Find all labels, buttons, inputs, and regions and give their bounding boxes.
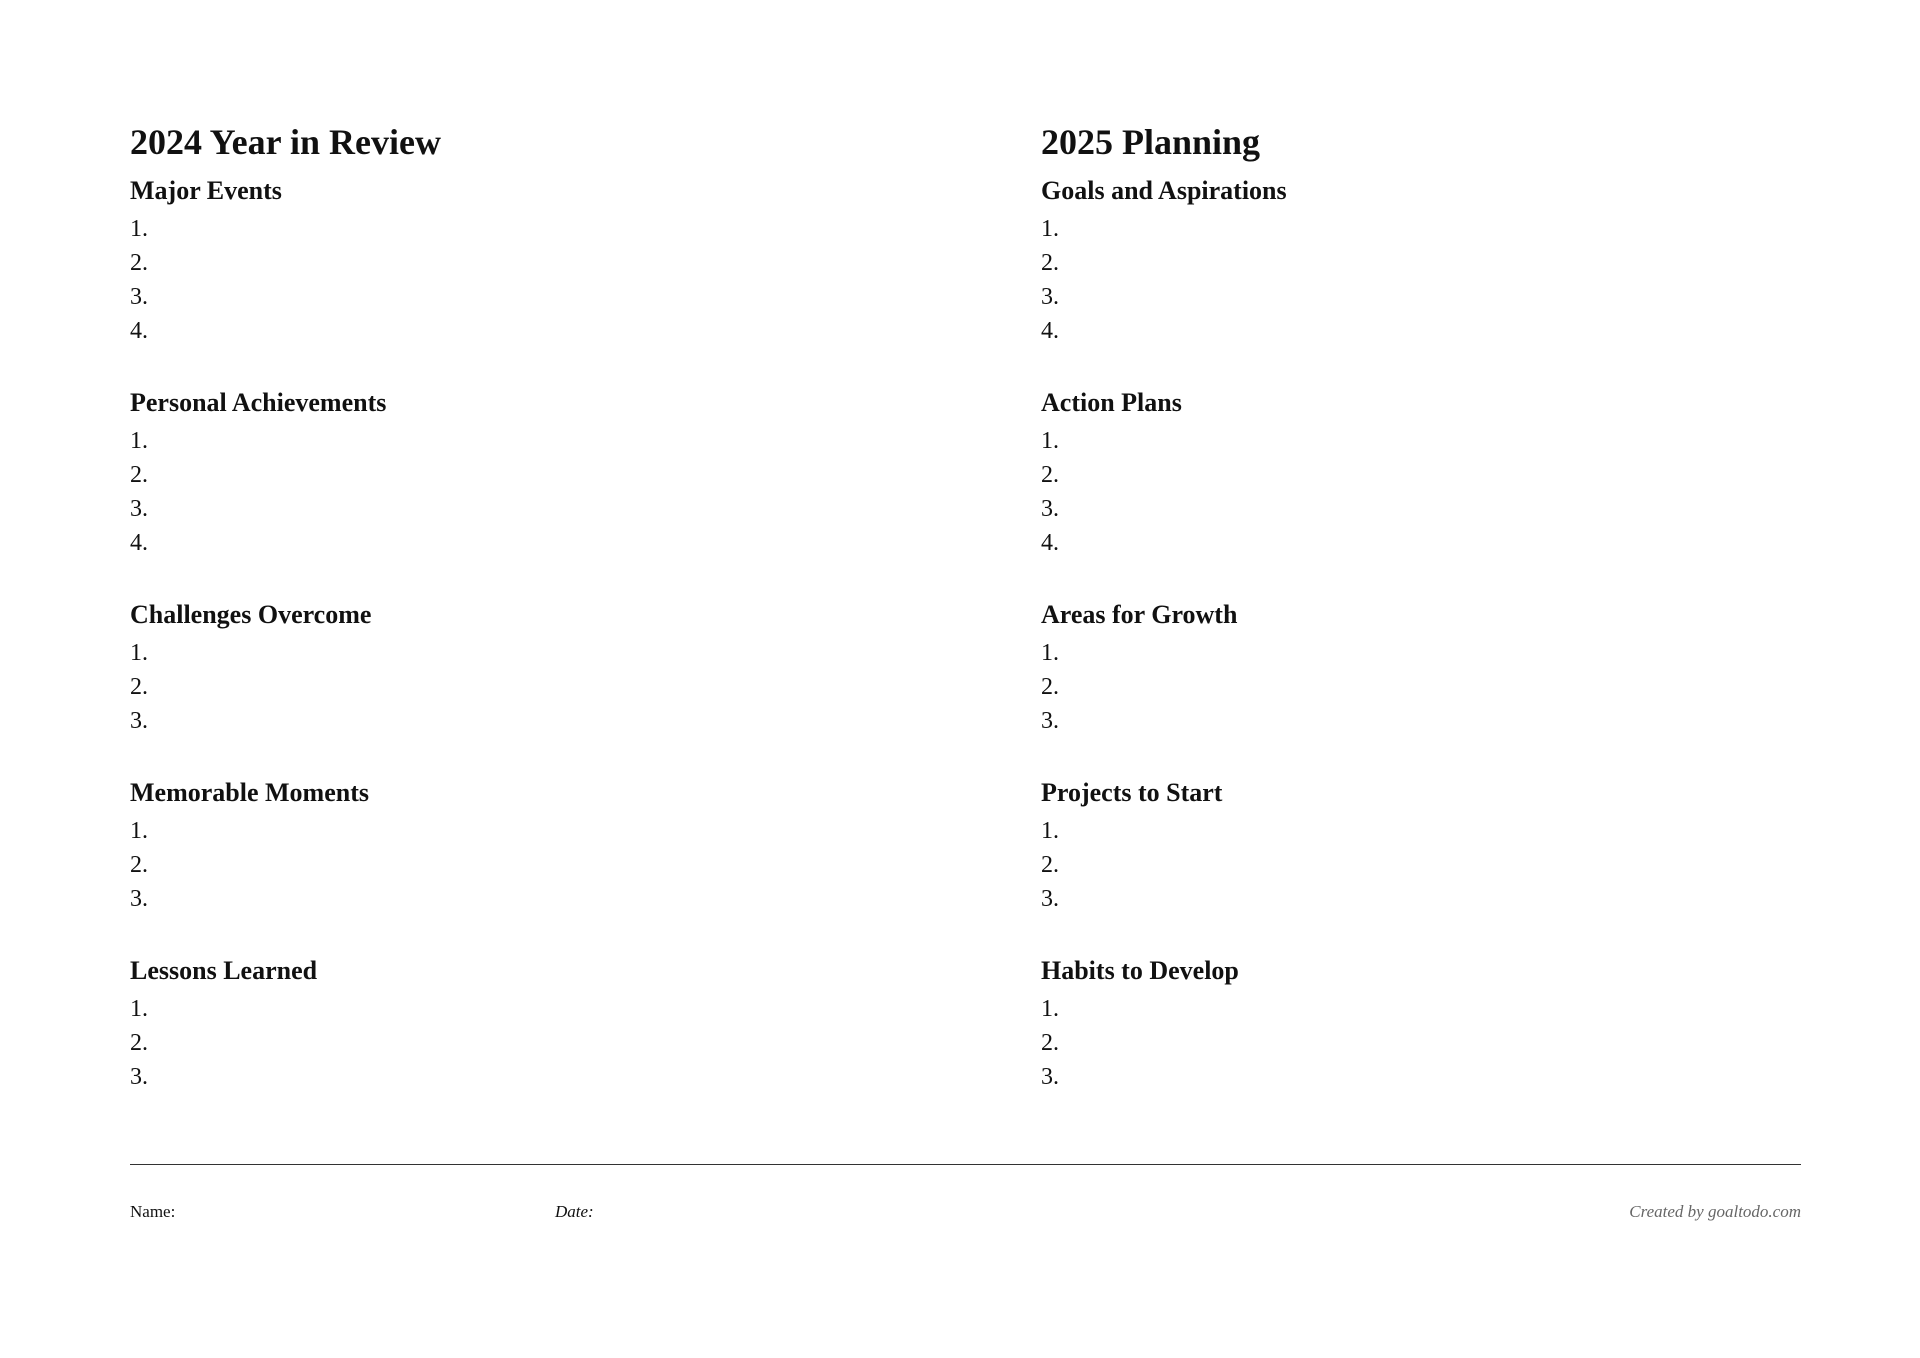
- section-title: Goals and Aspirations: [1041, 176, 1287, 205]
- section: [130, 174, 890, 348]
- list-item: 1.: [130, 996, 148, 1022]
- footer-divider: [130, 1164, 1801, 1165]
- review-column: [130, 118, 890, 1094]
- list-item: 1.: [1041, 818, 1059, 844]
- list-item: 3.: [130, 708, 148, 734]
- numbered-list: [130, 992, 890, 1094]
- list-item: 1.: [130, 216, 148, 242]
- list-item: 1.: [130, 818, 148, 844]
- list-item: 1.: [1041, 216, 1059, 242]
- list-item: 2.: [130, 1030, 148, 1056]
- list-item: 2.: [1041, 674, 1059, 700]
- list-item: 1.: [1041, 640, 1059, 666]
- section-title: Habits to Develop: [1041, 956, 1239, 985]
- credit-text: Created by goaltodo.com: [1629, 1202, 1801, 1221]
- list-item: 4.: [130, 530, 148, 556]
- list-item: 3.: [1041, 1064, 1059, 1090]
- numbered-list: [130, 424, 890, 560]
- numbered-list: [130, 814, 890, 916]
- list-item: 3.: [130, 496, 148, 522]
- numbered-list: [1041, 212, 1801, 348]
- numbered-list: [130, 212, 890, 348]
- list-item: 2.: [130, 462, 148, 488]
- numbered-list: [1041, 636, 1801, 738]
- name-label: Name:: [130, 1202, 176, 1221]
- list-item: 2.: [130, 250, 148, 276]
- review-title: 2024 Year in Review: [130, 122, 441, 162]
- section: [130, 954, 890, 1094]
- columns: [130, 118, 1801, 1094]
- list-item: 3.: [130, 886, 148, 912]
- list-item: 1.: [1041, 428, 1059, 454]
- numbered-list: [130, 636, 890, 738]
- list-item: 3.: [1041, 496, 1059, 522]
- list-item: 3.: [1041, 284, 1059, 310]
- section-title: Projects to Start: [1041, 778, 1223, 807]
- section-title: Major Events: [130, 176, 282, 205]
- review-sections: [130, 174, 890, 1094]
- list-item: 1.: [130, 428, 148, 454]
- section-title: Lessons Learned: [130, 956, 318, 985]
- section: [1041, 954, 1801, 1094]
- list-item: 2.: [1041, 852, 1059, 878]
- list-item: 4.: [1041, 530, 1059, 556]
- list-item: 3.: [1041, 708, 1059, 734]
- list-item: 3.: [130, 1064, 148, 1090]
- section: [1041, 386, 1801, 560]
- section: [1041, 776, 1801, 916]
- footer: [130, 1202, 1801, 1230]
- list-item: 2.: [130, 852, 148, 878]
- list-item: 1.: [1041, 996, 1059, 1022]
- date-label: Date:: [555, 1202, 594, 1221]
- section: [130, 386, 890, 560]
- section-title: Personal Achievements: [130, 388, 387, 417]
- planning-title: 2025 Planning: [1041, 122, 1261, 162]
- section: [130, 776, 890, 916]
- section: [130, 598, 890, 738]
- list-item: 3.: [1041, 886, 1059, 912]
- section-title: Challenges Overcome: [130, 600, 372, 629]
- planning-column: [1041, 118, 1801, 1094]
- numbered-list: [1041, 814, 1801, 916]
- section-title: Areas for Growth: [1041, 600, 1238, 629]
- list-item: 3.: [130, 284, 148, 310]
- section: [1041, 174, 1801, 348]
- list-item: 2.: [130, 674, 148, 700]
- numbered-list: [1041, 424, 1801, 560]
- section: [1041, 598, 1801, 738]
- list-item: 2.: [1041, 250, 1059, 276]
- section-title: Memorable Moments: [130, 778, 369, 807]
- list-item: 2.: [1041, 1030, 1059, 1056]
- list-item: 2.: [1041, 462, 1059, 488]
- planning-sections: [1041, 174, 1801, 1094]
- numbered-list: [1041, 992, 1801, 1094]
- list-item: 4.: [130, 318, 148, 344]
- section-title: Action Plans: [1041, 388, 1182, 417]
- list-item: 4.: [1041, 318, 1059, 344]
- list-item: 1.: [130, 640, 148, 666]
